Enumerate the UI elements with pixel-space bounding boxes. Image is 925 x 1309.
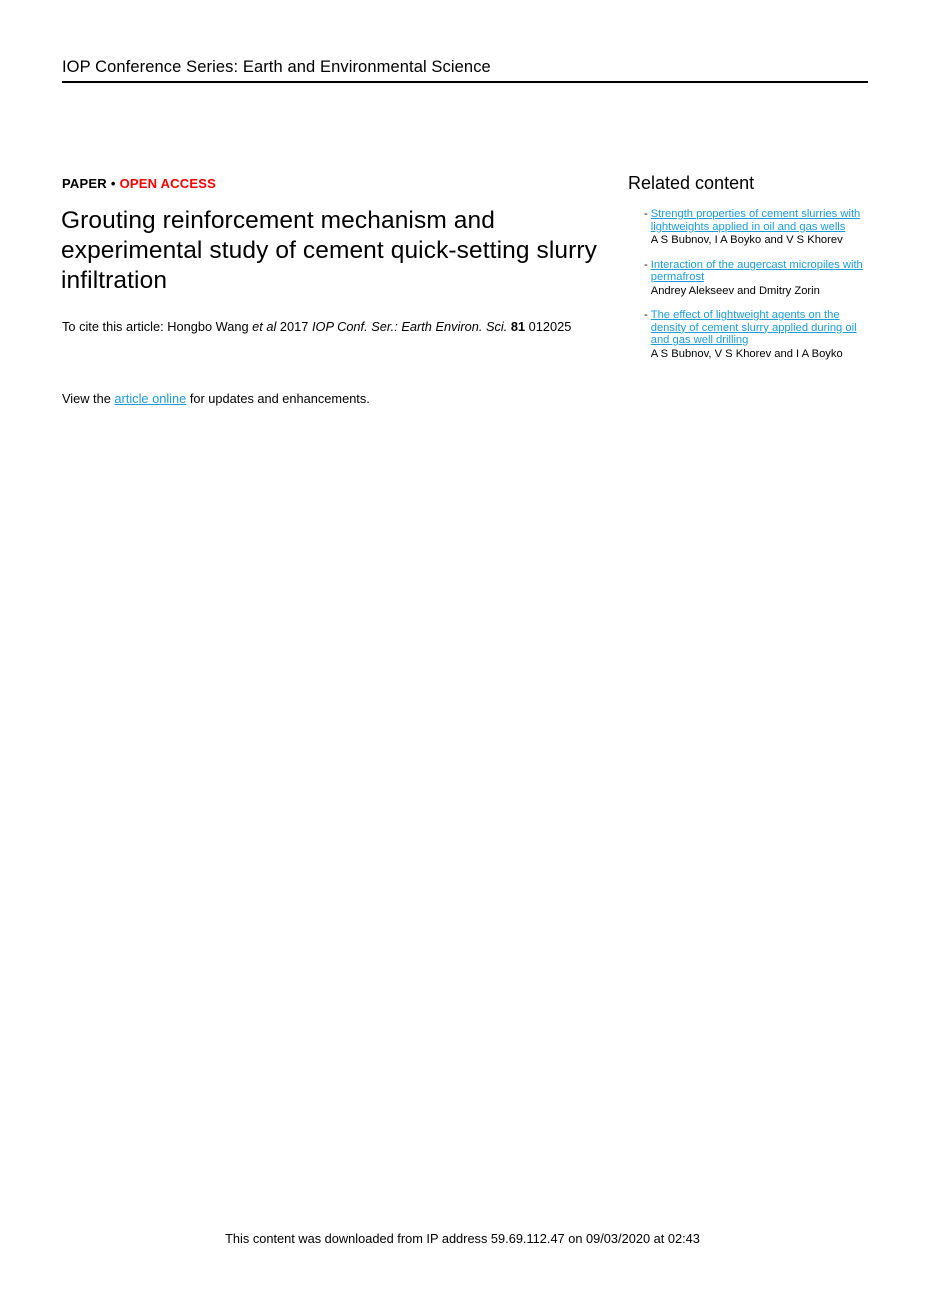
header-divider [62, 81, 868, 83]
related-item-dash: - [644, 309, 648, 321]
related-item [644, 259, 876, 298]
related-item [644, 309, 876, 360]
view-online-after: for updates and enhancements. [186, 391, 370, 406]
download-notice: This content was downloaded from IP address 59.69.112.47 on 09/03/2020 at 02:43 [225, 1231, 700, 1246]
view-online-line [62, 391, 370, 406]
citation-journal-abbrev: IOP Conf. Ser.: Earth Environ. Sci. [311, 319, 511, 334]
article-online-link[interactable]: article online [114, 391, 187, 406]
citation-et-al: et al [252, 319, 277, 334]
related-article-link[interactable]: Strength properties of cement slurries with lightweights applied in oil and gas wells [650, 208, 861, 233]
paper-type-label: PAPER [62, 176, 107, 191]
citation-volume: 81 [510, 319, 526, 334]
view-online-before: View the [62, 391, 115, 406]
related-article-authors: Andrey Alekseev and Dmitry Zorin [650, 284, 820, 297]
related-article-authors: A S Bubnov, V S Khorev and I A Boyko [650, 347, 843, 360]
citation-article-number: 012025 [525, 319, 572, 334]
citation-line [62, 319, 622, 334]
related-content-section [628, 173, 876, 372]
related-item-dash: - [644, 258, 648, 271]
article-title: Grouting reinforcement mechanism and experimental study of cement quick-setting slurry infiltration [61, 207, 597, 294]
bullet-separator: • [110, 176, 116, 191]
related-content-heading: Related content [628, 173, 755, 193]
related-article-authors: A S Bubnov, I A Boyko and V S Khorev [650, 234, 843, 246]
related-item-dash: - [644, 208, 648, 220]
related-item [644, 208, 876, 247]
open-access-label: OPEN ACCESS [119, 176, 216, 191]
related-article-link[interactable]: The effect of lightweight agents on the density of cement slurry applied during oil and gas well drilling [650, 309, 857, 346]
related-article-link[interactable]: Interaction of the augercast micropiles with permafrost [650, 258, 863, 283]
journal-title: IOP Conference Series: Earth and Environmental Science [62, 58, 491, 76]
citation-prefix: To cite this article: Hongbo Wang [62, 319, 253, 334]
citation-year: 2017 [276, 319, 312, 334]
article-meta-row [62, 176, 216, 191]
